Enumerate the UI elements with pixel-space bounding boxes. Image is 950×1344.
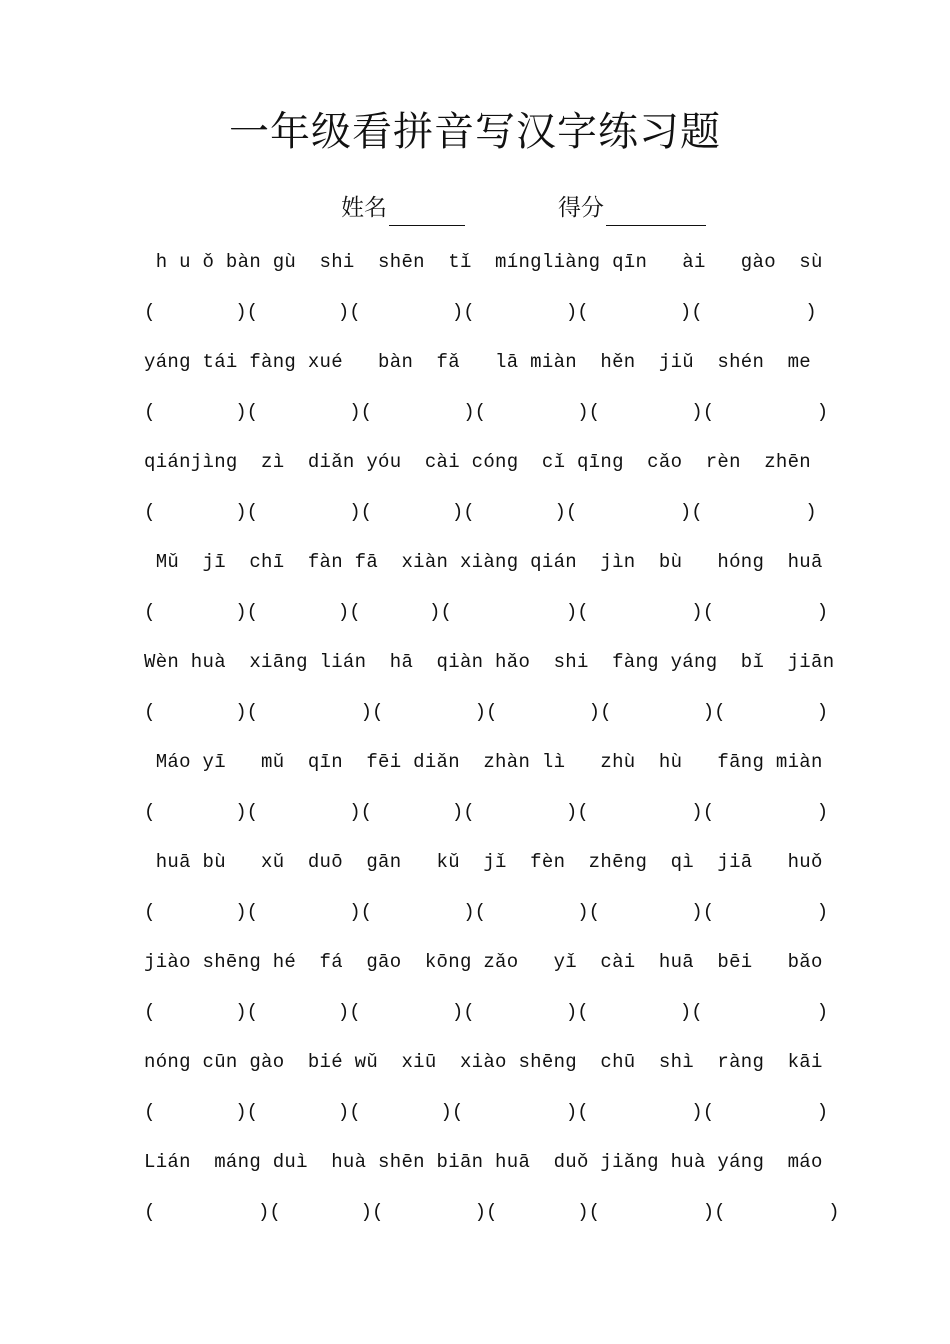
answer-brackets-row[interactable]: ( )( )( )( )( )( ) [144,701,829,723]
answer-brackets-row[interactable]: ( )( )( )( )( )( ) [144,1201,840,1223]
answer-brackets-row[interactable]: ( )( )( )( )( )( ) [144,901,829,923]
name-label: 姓名 [341,195,387,221]
pinyin-row: Wèn huà xiāng lián hā qiàn hǎo shi fàng yáng bǐ jiān [144,651,835,673]
pinyin-row: h u ǒ bàn gù shi shēn tǐ míngliàng qīn ài gào sù [144,251,823,273]
score-blank[interactable] [606,193,706,226]
pinyin-row: Lián máng duì huà shēn biān huā duǒ jiǎng huà yáng máo [144,1151,823,1173]
exercise-sheet [144,240,840,1240]
name-field[interactable] [341,190,465,226]
score-field[interactable] [558,190,706,226]
answer-brackets-row[interactable]: ( )( )( )( )( )( ) [144,301,817,323]
pinyin-row: jiào shēng hé fá gāo kōng zǎo yǐ cài huā bēi bǎo [144,951,823,973]
score-label: 得分 [558,195,604,221]
pinyin-row: huā bù xǔ duō gān kǔ jǐ fèn zhēng qì jiā huǒ [144,851,823,873]
answer-brackets-row[interactable]: ( )( )( )( )( )( ) [144,801,829,823]
pinyin-row: Mǔ jī chī fàn fā xiàn xiàng qián jìn bù hóng huā [144,551,823,573]
answer-brackets-row[interactable]: ( )( )( )( )( )( ) [144,1001,829,1023]
pinyin-row: qiánjìng zì diǎn yóu cài cóng cǐ qīng cǎo rèn zhēn [144,451,812,473]
answer-brackets-row[interactable]: ( )( )( )( )( )( ) [144,401,829,423]
answer-brackets-row[interactable]: ( )( )( )( )( )( ) [144,601,829,623]
answer-brackets-row[interactable]: ( )( )( )( )( )( ) [144,1101,829,1123]
answer-brackets-row[interactable]: ( )( )( )( )( )( ) [144,501,817,523]
pinyin-row: nóng cūn gào bié wǔ xiū xiào shēng chū shì ràng kāi [144,1051,823,1073]
pinyin-row: Máo yī mǔ qīn fēi diǎn zhàn lì zhù hù fāng miàn [144,751,823,773]
worksheet-title: 一年级看拼音写汉字练习题 [229,109,721,155]
pinyin-row: yáng tái fàng xué bàn fǎ lā miàn hěn jiǔ shén me [144,351,812,373]
name-blank[interactable] [389,193,465,226]
